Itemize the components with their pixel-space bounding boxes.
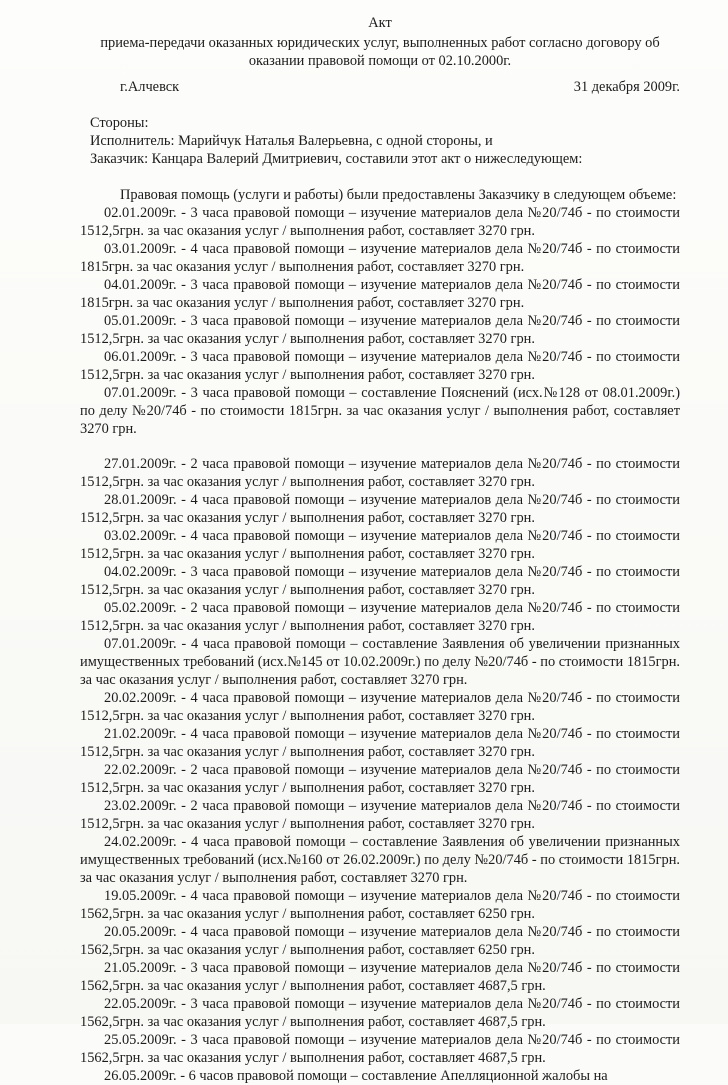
service-entry: 07.01.2009г. - 4 часа правовой помощи – составление Заявления об увеличении признанных имущественных требований (исх.№145 от 10.02.2009г.) по делу №20/74б - по стоимости 1815грн. за час оказания услуг / выполнения работ, составляет 3270 грн. — [80, 636, 680, 688]
parties-block — [80, 114, 680, 168]
service-entry: 23.02.2009г. - 2 часа правовой помощи – изучение материалов дела №20/74б - по стоимости 1512,5грн. за час оказания услуг / выполнения работ, составляет 3270 грн. — [80, 798, 680, 832]
executor-line: Исполнитель: Марийчук Наталья Валерьевна, с одной стороны, и — [90, 133, 493, 149]
service-entry: 07.01.2009г. - 3 часа правовой помощи – составление Пояснений (исх.№128 от 08.01.2009г.) по делу №20/74б - по стоимости 1815грн. за час оказания услуг / выполнения работ, составляет 3270 грн. — [80, 385, 680, 437]
service-entry: 22.05.2009г. - 3 часа правовой помощи – изучение материалов дела №20/74б - по стоимости 1562,5грн. за час оказания услуг / выполнения работ, составляет 4687,5 грн. — [80, 996, 680, 1030]
service-entry: 04.02.2009г. - 3 часа правовой помощи – изучение материалов дела №20/74б - по стоимости 1512,5грн. за час оказания услуг / выполнения работ, составляет 3270 грн. — [80, 564, 680, 598]
document-subtitle: приема-передачи оказанных юридических услуг, выполненных работ согласно договору об оказании правовой помощи от 02.10.2000г. — [100, 35, 660, 69]
service-entry: 24.02.2009г. - 4 часа правовой помощи – составление Заявления об увеличении признанных имущественных требований (исх.№160 от 26.02.2009г.) по делу №20/74б - по стоимости 1815грн. за час оказания услуг / выполнения работ, составляет 3270 грн. — [80, 834, 680, 886]
service-entry: 04.01.2009г. - 3 часа правовой помощи – изучение материалов дела №20/74б - по стоимости 1815грн. за час оказания услуг / выполнения работ, составляет 3270 грн. — [80, 277, 680, 311]
service-entry: 25.05.2009г. - 3 часа правовой помощи – изучение материалов дела №20/74б - по стоимости 1562,5грн. за час оказания услуг / выполнения работ, составляет 4687,5 грн. — [80, 1032, 680, 1066]
service-entry: 28.01.2009г. - 4 часа правовой помощи – изучение материалов дела №20/74б - по стоимости 1512,5грн. за час оказания услуг / выполнения работ, составляет 3270 грн. — [80, 492, 680, 526]
document-body — [80, 14, 680, 1085]
service-entry: 02.01.2009г. - 3 часа правовой помощи – изучение материалов дела №20/74б - по стоимости 1512,5грн. за час оказания услуг / выполнения работ, составляет 3270 грн. — [80, 205, 680, 239]
document-date: 31 декабря 2009г. — [573, 79, 680, 95]
service-entry: 20.05.2009г. - 4 часа правовой помощи – изучение материалов дела №20/74б - по стоимости 1562,5грн. за час оказания услуг / выполнения работ, составляет 6250 грн. — [80, 924, 680, 958]
service-entry: 03.02.2009г. - 4 часа правовой помощи – изучение материалов дела №20/74б - по стоимости 1512,5грн. за час оказания услуг / выполнения работ, составляет 3270 грн. — [80, 528, 680, 562]
service-entry: 05.02.2009г. - 2 часа правовой помощи – изучение материалов дела №20/74б - по стоимости 1512,5грн. за час оказания услуг / выполнения работ, составляет 3270 грн. — [80, 600, 680, 634]
document-city: г.Алчевск — [120, 79, 180, 95]
document-title: Акт — [368, 15, 392, 31]
service-entry: 03.01.2009г. - 4 часа правовой помощи – изучение материалов дела №20/74б - по стоимости 1815грн. за час оказания услуг / выполнения работ, составляет 3270 грн. — [80, 241, 680, 275]
service-entry: 21.02.2009г. - 4 часа правовой помощи – изучение материалов дела №20/74б - по стоимости 1512,5грн. за час оказания услуг / выполнения работ, составляет 3270 грн. — [80, 726, 680, 760]
service-entry: 22.02.2009г. - 2 часа правовой помощи – изучение материалов дела №20/74б - по стоимости 1512,5грн. за час оказания услуг / выполнения работ, составляет 3270 грн. — [80, 762, 680, 796]
service-entry: 26.05.2009г. - 6 часов правовой помощи – составление Апелляционной жалобы на — [104, 1068, 608, 1084]
service-entry: 27.01.2009г. - 2 часа правовой помощи – изучение материалов дела №20/74б - по стоимости 1512,5грн. за час оказания услуг / выполнения работ, составляет 3270 грн. — [80, 456, 680, 490]
service-entries — [80, 204, 680, 1085]
place-date-line — [80, 78, 680, 96]
service-entry: 19.05.2009г. - 4 часа правовой помощи – изучение материалов дела №20/74б - по стоимости 1562,5грн. за час оказания услуг / выполнения работ, составляет 6250 грн. — [80, 888, 680, 922]
service-entry: 21.05.2009г. - 3 часа правовой помощи – изучение материалов дела №20/74б - по стоимости 1562,5грн. за час оказания услуг / выполнения работ, составляет 4687,5 грн. — [80, 960, 680, 994]
services-intro: Правовая помощь (услуги и работы) были предоставлены Заказчику в следующем объеме: — [120, 187, 677, 203]
service-entry: 20.02.2009г. - 4 часа правовой помощи – изучение материалов дела №20/74б - по стоимости 1512,5грн. за час оказания услуг / выполнения работ, составляет 3270 грн. — [80, 690, 680, 724]
service-entry: 06.01.2009г. - 3 часа правовой помощи – изучение материалов дела №20/74б - по стоимости 1512,5грн. за час оказания услуг / выполнения работ, составляет 3270 грн. — [80, 349, 680, 383]
customer-line: Заказчик: Канцара Валерий Дмитриевич, составили этот акт о нижеследующем: — [90, 151, 583, 167]
parties-label: Стороны: — [90, 115, 149, 131]
service-entry: 05.01.2009г. - 3 часа правовой помощи – изучение материалов дела №20/74б - по стоимости 1512,5грн. за час оказания услуг / выполнения работ, составляет 3270 грн. — [80, 313, 680, 347]
